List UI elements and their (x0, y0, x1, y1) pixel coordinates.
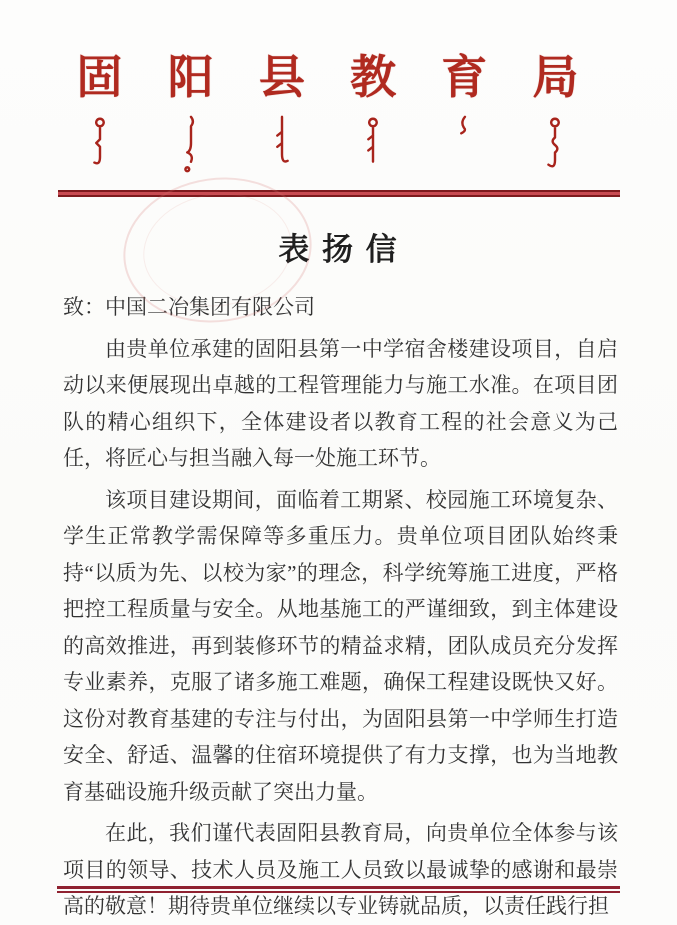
letterhead-col (168, 54, 214, 175)
mongolian-script-icon (92, 115, 108, 175)
recipient-line: 致：中国二冶集团有限公司 (63, 295, 315, 319)
letterhead-col (259, 54, 305, 175)
mongolian-script-icon (183, 115, 199, 175)
letterhead-col (350, 54, 396, 175)
body-paragraph-3: 在此，我们谨代表固阳县教育局，向贵单位全体参与该项目的领导、技术人员及施工人员致以最诚挚的感谢和最崇高的敬意！期待贵单位继续以专业铸就品质，以责任践行担 (63, 821, 618, 918)
org-name-row (77, 54, 579, 175)
org-name-char: 固 (76, 52, 123, 103)
body-paragraph-1: 由贵单位承建的固阳县第一中学宿舍楼建设项目，自启动以来便展现出卓越的工程管理能力与施工水准。在项目团队的精心组织下，全体建设者以教育工程的社会意义为己任，将匠心与担当融入每一处施工环节。 (63, 336, 618, 470)
letterhead-col (77, 54, 123, 175)
org-name-char: 教 (350, 52, 397, 103)
body-paragraph-2: 该项目建设期间，面临着工期紧、校园施工环境复杂、学生正常教学需保障等多重压力。贵单位项目团队始终秉持“以质为先、以校为家”的理念，科学统筹施工进度，严格把控工程质量与安全。从地基施工的严谨细致，到主体建设的高效推进，再到装修环节的精益求精，团队成员充分发挥专业素养，克服了诸多施工难题，确保工程建设既快又好。这份对教育基建的专注与付出，为固阳县第一中学师生打造安全、舒适、温馨的住宿环境提供了有力支撑，也为当地教育基础设施升级贡献了突出力量。 (63, 487, 618, 804)
letterhead-col (532, 54, 578, 175)
letterhead-col (441, 54, 487, 175)
org-name-char: 育 (441, 52, 488, 103)
letterhead (0, 54, 677, 175)
mongolian-script-icon (274, 115, 290, 175)
mongolian-script-icon (365, 115, 381, 175)
org-name-char: 县 (258, 52, 305, 103)
org-name-char: 阳 (167, 52, 214, 103)
mongolian-script-icon (547, 115, 563, 175)
org-name-char: 局 (532, 52, 579, 103)
letterhead-divider-rule (58, 190, 620, 197)
letter-title: 表 扬 信 (278, 232, 399, 267)
mongolian-script-icon (456, 115, 472, 175)
page-footer-rule (57, 886, 620, 893)
letter-body (0, 289, 677, 925)
